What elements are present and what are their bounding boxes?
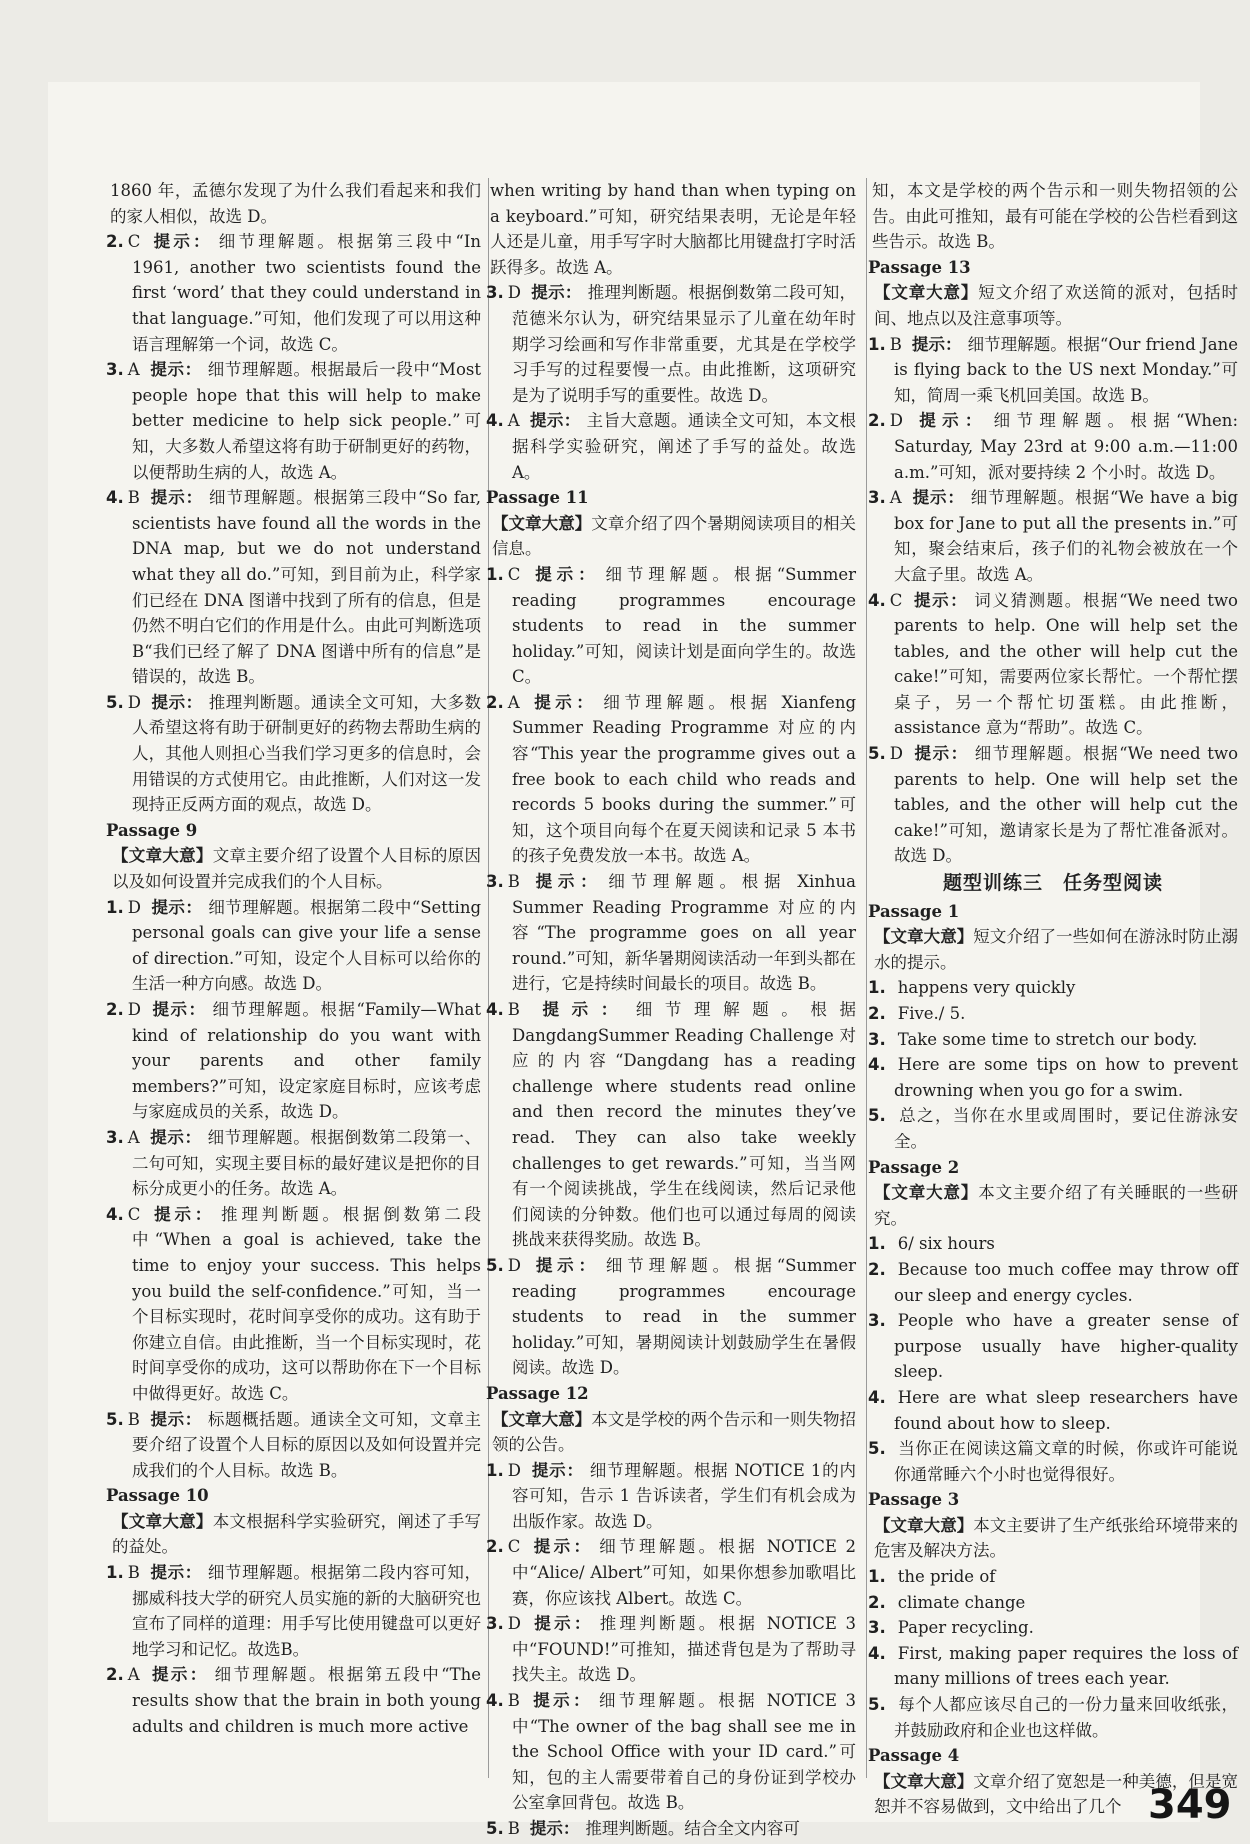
passage-summary (868, 280, 1238, 331)
answer-item (106, 229, 481, 357)
summary-tag: 【文章大意】 (874, 1771, 974, 1791)
summary-tag: 【文章大意】 (112, 1511, 213, 1531)
question-number: 3. (486, 872, 504, 892)
hint-label: 提示： (149, 1665, 209, 1685)
answer-letter: C (127, 232, 141, 252)
hint-label: 提示： (150, 232, 213, 252)
answer-text: Here are what sleep researchers have found about how to sleep. (894, 1387, 1238, 1433)
answer-item (486, 869, 856, 997)
hint-label: 提示： (530, 283, 582, 303)
hint-label: 提示： (530, 564, 600, 584)
answer-item (868, 485, 1238, 587)
hint-label: 提示： (149, 1409, 202, 1429)
answer-letter: A (889, 488, 902, 508)
passage-heading: Passage 4 (868, 1746, 960, 1766)
answer-item (486, 1253, 856, 1381)
question-number: 3. (868, 1311, 886, 1331)
answer-item (868, 588, 1238, 742)
question-number: 3. (868, 1618, 886, 1638)
answer-text: First, making paper requires the loss of many millions of trees each year. (894, 1643, 1238, 1689)
question-number: 1. (868, 978, 886, 998)
answer-item (868, 1641, 1238, 1692)
question-number: 4. (486, 411, 504, 431)
answer-letter: B (127, 488, 140, 508)
explanation-text: 细节理解题。根据第二段中“Setting personal goals can give your life a sense of direction.”可知，设定个人目标可以给你的生活一种方向感。故选 D。 (132, 897, 482, 994)
answer-item (868, 741, 1238, 869)
summary-text: 文章介绍了宽恕是一种美德，但是宽恕并不容易做到，文中给出了几个 (874, 1771, 1239, 1817)
passage-summary (486, 511, 856, 562)
answer-letter: D (507, 283, 521, 303)
passage-heading: Passage 12 (486, 1383, 589, 1403)
explanation-text: 细节理解题。根据“We have a big box for Jane to put all the presents in.”可知，聚会结束后，孩子们的礼物会被放在一个大盒子里。故选 A。 (894, 488, 1239, 584)
answer-item (486, 280, 856, 408)
explanation-text: 细节理解题。根据“When: Saturday, May 23rd at 9:00 a.m.—11:00 a.m.”可知，派对要持续 2 个小时。故选 D。 (894, 411, 1238, 482)
hint-label: 提示： (150, 692, 203, 712)
question-number: 4. (868, 590, 886, 610)
hint-label: 提示： (150, 897, 203, 917)
hint-label: 提示： (530, 1255, 600, 1275)
explanation-text: 细节理解题。根据第五段中“The results show that the brain in both young adults and children is much more active (132, 1665, 481, 1736)
question-number: 3. (106, 360, 124, 380)
hint-label: 提示： (149, 1127, 202, 1147)
hint-label: 提示： (530, 1614, 594, 1634)
passage-summary (868, 924, 1238, 975)
hint-label: 提示： (529, 692, 598, 712)
hint-label: 提示： (529, 411, 581, 431)
passage-heading: Passage 2 (868, 1157, 960, 1177)
summary-text: 本文是学校的两个告示和一则失物招领的公告。 (492, 1409, 857, 1455)
question-number: 4. (868, 1387, 886, 1407)
explanation-text: 细节理解题。根据 NOTICE 2中“Alice/ Albert”可知，如果你想参加歌唱比赛，你应该找 Albert。故选 C。 (512, 1537, 856, 1608)
question-number: 2. (868, 1004, 886, 1023)
explanation-text: 细节理解题。根据倒数第二段第一、二句可知，实现主要目标的最好建议是把你的目标分成更小的任务。故选 A。 (132, 1127, 482, 1199)
question-number: 5. (486, 1255, 504, 1275)
question-number: 4. (486, 1691, 504, 1711)
answer-item (868, 1692, 1238, 1743)
explanation-text: 词义猜测题。根据“We need two parents to help. One will help set the tables, and the other will help cut the cake!”可知，需要两位家长帮忙。一个帮忙摆桌子，另一个帮忙切蛋糕。由此推断，assistance 意为“帮助”。故选 C。 (894, 590, 1238, 738)
question-number: 4. (868, 1643, 886, 1663)
hint-label: 提示： (912, 411, 988, 431)
hint-label: 提示： (150, 1000, 207, 1019)
answer-letter: C (507, 1537, 521, 1557)
summary-tag: 【文章大意】 (874, 1183, 979, 1203)
passage-heading: Passage 13 (868, 257, 971, 277)
explanation-text: 细节理解题。根据“Summer reading programmes encourage students to read in the summer holiday.”可知，暑期阅读计划鼓励学生在暑假阅读。故选 D。 (512, 1255, 857, 1378)
question-number: 5. (486, 1819, 504, 1838)
explanation-text: 细节理解题。根据“We need two parents to help. One will help set the tables, and the other will help cut the cake!”可知，邀请家长是为了帮忙准备派对。故选 D。 (894, 744, 1238, 866)
answer-letter: B (507, 1819, 520, 1838)
hint-label: 提示： (529, 1819, 580, 1838)
question-number: 3. (486, 283, 504, 303)
answer-item (868, 1436, 1238, 1487)
question-number: 2. (106, 1665, 124, 1685)
answer-item (106, 690, 481, 818)
answer-letter: B (127, 1563, 140, 1583)
answer-text: 当你正在阅读这篇文章的时候，你或许可能说你通常睡六个小时也觉得很好。 (894, 1439, 1238, 1484)
answer-item (868, 1103, 1238, 1154)
hint-label: 提示： (529, 1000, 630, 1019)
section-title: 题型训练三 任务型阅读 (942, 872, 1163, 895)
answer-letter: D (127, 897, 141, 917)
answer-letter: A (507, 411, 520, 431)
answer-item (106, 1407, 481, 1484)
passage-summary (106, 843, 481, 894)
explanation-text: 细节理解题。根据 NOTICE 1的内容可知，告示 1 告诉读者，学生们有机会成为出版作家。故选 D。 (512, 1460, 856, 1531)
answer-item (106, 1125, 481, 1202)
question-number: 4. (106, 488, 124, 508)
question-number: 2. (868, 1259, 886, 1279)
answer-text: Paper recycling. (897, 1618, 1034, 1638)
answer-letter: D (507, 1460, 521, 1480)
hint-label: 提示： (912, 744, 969, 764)
question-number: 5. (106, 692, 124, 712)
question-number: 5. (868, 1106, 886, 1126)
hint-label: 提示： (530, 1537, 594, 1557)
hint-label: 提示： (912, 590, 969, 610)
explanation-text: 标题概括题。通读全文可知，文章主要介绍了设置个人目标的原因以及如何设置并完成我们的个人目标。故选 B。 (132, 1409, 482, 1480)
question-number: 1. (106, 1563, 124, 1583)
passage-heading: Passage 10 (106, 1486, 209, 1506)
explanation-text: 细节理解题。根据 Xinhua Summer Reading Programme 对应的内容“The programme goes on all year round.”可知，新华暑期阅读活动一年到头都在进行，它是持续时间最长的项目。故选 B。 (512, 872, 856, 994)
hint-label: 提示： (149, 1563, 202, 1583)
answer-letter: A (127, 360, 140, 380)
answer-letter: A (507, 692, 520, 712)
explanation-text: 细节理解题。根据最后一段中“Most people hope that this will help to make better medicine to help sick people.”可知，大多数人希望这将有助于研制更好的药物，以便帮助生病的人，故选 A。 (132, 360, 481, 482)
passage-summary (106, 1509, 481, 1560)
summary-text: 本文主要讲了生产纸张给环境带来的危害及解决方法。 (874, 1515, 1239, 1561)
answer-item (868, 1052, 1238, 1103)
answer-item (868, 1615, 1238, 1641)
answer-letter: C (127, 1204, 141, 1224)
column-divider (866, 178, 867, 1778)
question-number: 1. (868, 334, 886, 354)
answer-letter: D (507, 1255, 521, 1275)
passage-summary (486, 1407, 856, 1458)
answer-letter: A (127, 1127, 140, 1147)
explanation-text: 推理判断题。通读全文可知，大多数人希望这将有助于研制更好的药物去帮助生病的人，其他人则担心当我们学习更多的信息时，会用错误的方式使用它。由此推断，人们对这一发现持正反两方面的观点，故选 D。 (132, 692, 482, 815)
hint-label: 提示： (149, 488, 204, 508)
summary-tag: 【文章大意】 (492, 513, 592, 533)
explanation-text: 推理判断题。根据倒数第二段可知，范德米尔认为，研究结果显示了儿童在幼年时期学习绘画和写作非常重要，尤其是在学校学习手写的过程要慢一点。由此推断，这项研究是为了说明手写的重要性。故选 D。 (512, 283, 857, 405)
question-number: 3. (868, 1029, 886, 1049)
answer-item (868, 1385, 1238, 1436)
question-number: 1. (868, 1567, 886, 1587)
question-number: 4. (868, 1055, 886, 1075)
hint-label: 提示： (911, 488, 965, 508)
summary-tag: 【文章大意】 (112, 846, 213, 866)
answer-item (486, 1688, 856, 1816)
answer-item (868, 1027, 1238, 1053)
answer-letter: A (127, 1665, 140, 1685)
passage-summary (868, 1180, 1238, 1231)
explanation-text: 细节理解题。根据第三段中“In 1961, another two scientists found the first ‘word’ that they could understand in that language.”可知，他们发现了可以用这种语言理解第一个词，故选 C。 (132, 232, 481, 354)
summary-text: 短文介绍了一些如何在游泳时防止溺水的提示。 (874, 927, 1239, 972)
hint-label: 提示： (529, 1691, 593, 1711)
question-number: 1. (486, 1460, 504, 1480)
explanation-text: 推理判断题。根据 NOTICE 3中“FOUND!”可推知，描述背包是为了帮助寻找失主。故选 D。 (512, 1614, 856, 1685)
answer-item (868, 1257, 1238, 1308)
answer-text: Five./ 5. (897, 1004, 966, 1023)
hint-label: 提示： (529, 872, 603, 892)
answer-letter: B (127, 1409, 140, 1429)
summary-text: 本文根据科学实验研究，阐述了手写的益处。 (112, 1511, 482, 1557)
answer-item (486, 1458, 856, 1535)
answer-item (106, 1662, 481, 1739)
question-number: 2. (106, 1000, 124, 1019)
question-number: 1. (106, 897, 124, 917)
answer-text: Take some time to stretch our body. (897, 1029, 1198, 1049)
continued-text: 知，本文是学校的两个告示和一则失物招领的公告。由此可推知，最有可能在学校的公告栏看到这些告示。故选 B。 (872, 181, 1238, 252)
explanation-text: 细节理解题。根据“Family—What kind of relationship do you want with your parents and other family members?”可知，设定家庭目标时，应该考虑与家庭成员的关系，故选 D。 (132, 1000, 481, 1122)
explanation-text: 推理判断题。结合全文内容可 (585, 1819, 800, 1838)
answer-item (106, 1560, 481, 1662)
answer-text: 每个人都应该尽自己的一份力量来回收纸张，并鼓励政府和企业也这样做。 (894, 1695, 1238, 1740)
answer-text: Because too much coffee may throw off our sleep and energy cycles. (894, 1259, 1238, 1305)
answer-text: the pride of (897, 1567, 996, 1587)
answer-item (868, 1308, 1238, 1385)
passage-heading: Passage 3 (868, 1490, 960, 1510)
answer-item (106, 997, 481, 1125)
answer-item (868, 1231, 1238, 1257)
explanation-text: 细节理解题。根据 DangdangSummer Reading Challenge 对应的内容“Dangdang has a reading challenge where students read online and then record the minutes they’ve read. They can also take weekly challenges to get rewards.”可知，当当网有一个阅读挑战，学生在线阅读，然后记录他们阅读的分钟数。他们也可以通过每周的阅读挑战来获得奖励。故选 B。 (512, 1000, 857, 1250)
answer-text: Here are some tips on how to prevent drowning when you go for a swim. (894, 1055, 1238, 1100)
answer-letter: D (507, 1614, 521, 1634)
answer-letter: D (127, 1000, 141, 1019)
question-number: 3. (106, 1127, 124, 1147)
answer-text: 6/ six hours (897, 1234, 995, 1254)
answer-letter: B (507, 872, 520, 892)
explanation-text: 细节理解题。根据“Our friend Jane is flying back to the US next Monday.”可知，简周一乘飞机回美国。故选 B。 (894, 334, 1238, 405)
answer-item (106, 357, 481, 485)
column-right (868, 178, 1238, 1818)
passage-heading: Passage 11 (486, 488, 589, 508)
answer-key-page (48, 82, 1239, 1838)
answer-letter: B (889, 334, 902, 354)
answer-item (868, 408, 1238, 485)
answer-letter: D (889, 744, 903, 764)
answer-item (106, 1202, 481, 1407)
summary-text: 本文主要介绍了有关睡眠的一些研究。 (874, 1183, 1238, 1228)
question-number: 2. (868, 1592, 886, 1612)
question-number: 2. (486, 692, 504, 712)
hint-label: 提示： (149, 360, 202, 380)
answer-item (868, 332, 1238, 409)
summary-text: 文章主要介绍了设置个人目标的原因以及如何设置并完成我们的个人目标。 (112, 846, 482, 892)
explanation-text: 细节理解题。根据 Xianfeng Summer Reading Programme 对应的内容“This year the programme gives out a free book to each child who reads and records 5 books during the summer.”可知，这个项目向每个在夏天阅读和记录 5 本书的孩子免费发放一本书。故选 A。 (512, 692, 857, 866)
explanation-text: 细节理解题。根据“Summer reading programmes encourage students to read in the summer holiday.”可知，阅读计划是面向学生的。故选 C。 (512, 564, 857, 687)
answer-text: 总之，当你在水里或周围时，要记住游泳安全。 (894, 1106, 1238, 1151)
question-number: 5. (868, 744, 886, 764)
hint-label: 提示： (911, 334, 962, 354)
question-number: 1. (486, 564, 504, 584)
continued-text: when writing by hand than when typing on a keyboard.”可知，研究结果表明，无论是年轻人还是儿童，用手写字时大脑都比用键盘打字时活跃得多。故选 A。 (490, 181, 856, 277)
answer-item (486, 1816, 856, 1842)
passage-summary (868, 1513, 1238, 1564)
answer-item (868, 1564, 1238, 1590)
question-number: 4. (106, 1204, 124, 1224)
answer-item (486, 562, 856, 690)
answer-item (868, 1001, 1238, 1027)
explanation-text: 主旨大意题。通读全文可知，本文根据科学实验研究，阐述了手写的益处。故选 A。 (512, 411, 856, 482)
answer-item (486, 1534, 856, 1611)
summary-text: 文章介绍了四个暑期阅读项目的相关信息。 (492, 513, 857, 559)
question-number: 1. (868, 1234, 886, 1254)
answer-item (486, 408, 856, 485)
explanation-text: 细节理解题。根据第二段内容可知，挪威科技大学的研究人员实施的新的大脑研究也宣布了同样的道理：用手写比使用键盘可以更好地学习和记忆。故选B。 (132, 1563, 482, 1659)
summary-tag: 【文章大意】 (874, 1515, 974, 1535)
answer-letter: C (507, 564, 521, 584)
explanation-text: 推理判断题。根据倒数第二段中“When a goal is achieved, take the time to enjoy your success. This helps you build the self-confidence.”可知，当一个目标实现时，花时间享受你的成功。这有助于你建立自信。由此推断，当一个目标实现时，花时间享受你的成功，这可以帮助你在下一个目标中做得更好。故选 C。 (132, 1204, 481, 1403)
hint-label: 提示： (150, 1204, 216, 1224)
question-number: 5. (868, 1439, 886, 1459)
summary-tag: 【文章大意】 (874, 927, 974, 947)
answer-text: climate change (897, 1592, 1026, 1612)
column-left (106, 178, 481, 1768)
answer-text: happens very quickly (897, 978, 1076, 998)
question-number: 2. (486, 1537, 504, 1557)
summary-tag: 【文章大意】 (874, 283, 979, 303)
question-number: 5. (106, 1409, 124, 1429)
summary-tag: 【文章大意】 (492, 1409, 592, 1429)
answer-item (486, 690, 856, 869)
answer-letter: D (127, 692, 141, 712)
answer-letter: D (889, 411, 903, 431)
answer-item (486, 997, 856, 1253)
answer-item (486, 1611, 856, 1688)
answer-item (106, 485, 481, 690)
passage-heading: Passage 9 (106, 820, 198, 840)
summary-text: 短文介绍了欢送简的派对，包括时间、地点以及注意事项等。 (874, 283, 1238, 328)
question-number: 2. (106, 232, 124, 252)
answer-item (868, 1590, 1238, 1616)
answer-letter: B (507, 1691, 520, 1711)
hint-label: 提示： (530, 1460, 584, 1480)
question-number: 3. (868, 488, 886, 508)
page-number: 349 (1148, 1782, 1232, 1828)
question-number: 2. (868, 411, 886, 431)
question-number: 5. (868, 1695, 886, 1715)
explanation-text: 细节理解题。根据 NOTICE 3中“The owner of the bag shall see me in the School Office with your ID card.”可知，包的主人需要带着自己的身份证到学校办公室拿回背包。故选 B。 (512, 1691, 856, 1813)
continued-text: 1860 年，孟德尔发现了为什么我们看起来和我们的家人相似，故选 D。 (110, 181, 481, 226)
answer-text: People who have a greater sense of purpose usually have higher-quality sleep. (894, 1311, 1238, 1382)
column-middle (486, 178, 857, 1838)
answer-item (106, 895, 481, 997)
explanation-text: 细节理解题。根据第三段中“So far, scientists have found all the words in the DNA map, but we do not understand what they all do.”可知，到目前为止，科学家们已经在 DNA 图谱中找到了所有的信息，但是仍然不明白它们的作用是什么。由此可判断选项 B“我们已经了解了 DNA 图谱中所有的信息”是错误的，故选 B。 (132, 488, 482, 687)
answer-item (868, 975, 1238, 1001)
question-number: 3. (486, 1614, 504, 1634)
question-number: 4. (486, 1000, 504, 1019)
passage-heading: Passage 1 (868, 901, 960, 921)
answer-letter: B (507, 1000, 520, 1019)
answer-letter: C (889, 590, 903, 610)
